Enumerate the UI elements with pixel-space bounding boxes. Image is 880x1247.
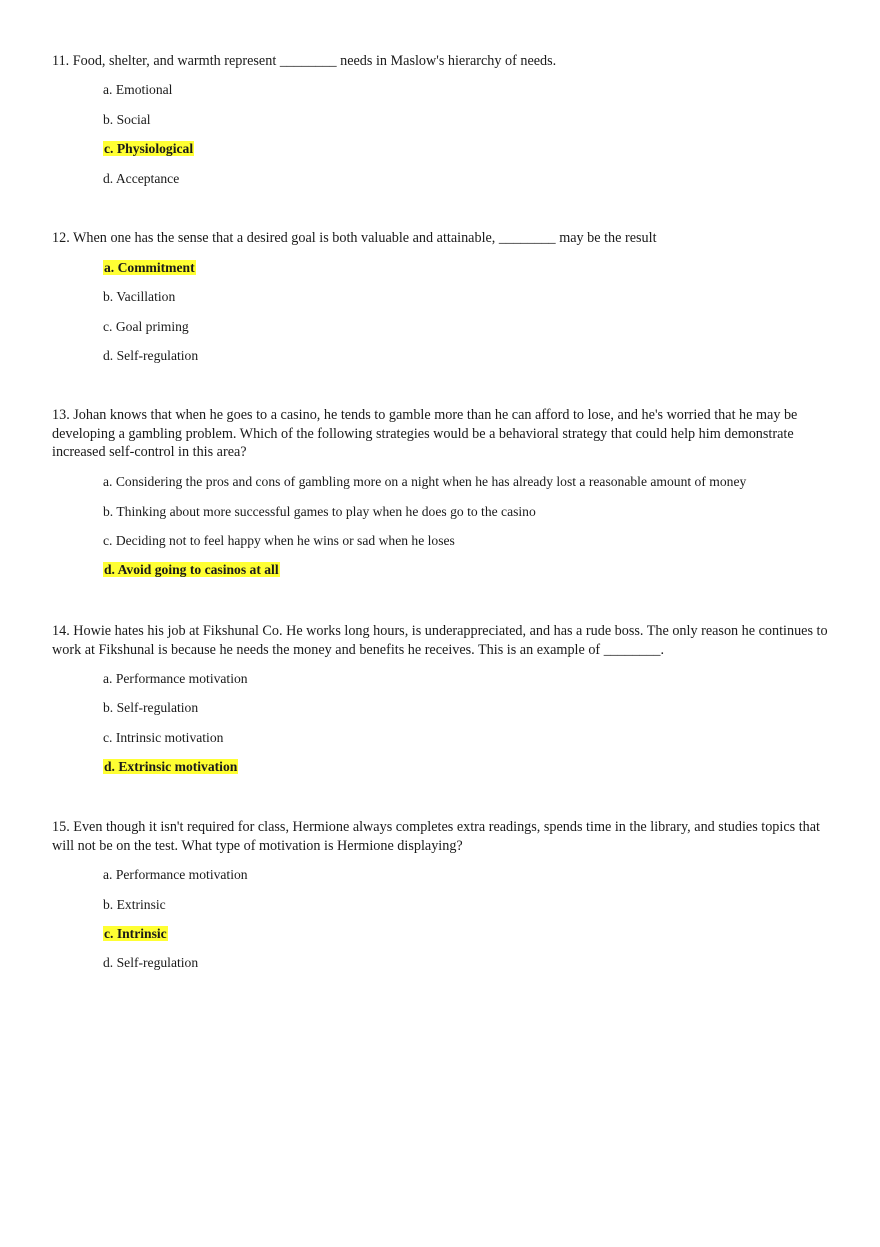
question-13: [52, 406, 832, 577]
option-a: a. Performance motivation: [103, 867, 248, 882]
option-a: a. Performance motivation: [103, 671, 248, 686]
question-text: 13. Johan knows that when he goes to a casino, he tends to gamble more than he can afford to lose, and he's worried that he may be developing a gambling problem. Which of the following strategies would be a behavioral strategy that could help him demonstrate increased self-control in this area?: [52, 407, 798, 460]
option-b: b. Vacillation: [103, 289, 176, 304]
question-14: [52, 622, 832, 774]
option-c: c. Intrinsic motivation: [103, 730, 224, 745]
question-text: 14. Howie hates his job at Fikshunal Co. He works long hours, is underappreciated, and has a rude boss. The only reason he continues to work at Fikshunal is because he needs the money and benefits he receives. This is an example of ________.: [52, 623, 828, 658]
option-d: d. Acceptance: [103, 171, 180, 186]
answer-highlight: c. Physiological: [104, 141, 194, 156]
question-11: [52, 52, 832, 186]
option-d: d. Self-regulation: [103, 348, 199, 363]
option-b: b. Extrinsic: [103, 897, 166, 912]
option-d-correct: [103, 561, 280, 579]
option-b: b. Thinking about more successful games to play when he does go to the casino: [103, 504, 536, 519]
answer-highlight: d. Extrinsic motivation: [104, 759, 238, 774]
option-a: a. Considering the pros and cons of gambling more on a night when he has already lost a reasonable amount of money: [103, 474, 747, 489]
question-12: [52, 229, 832, 363]
option-d-correct: [103, 758, 238, 776]
option-c-correct: [103, 925, 168, 943]
option-c-correct: [103, 140, 194, 158]
option-c: c. Deciding not to feel happy when he wins or sad when he loses: [103, 533, 455, 548]
option-a-correct: [103, 259, 196, 277]
option-b: b. Self-regulation: [103, 700, 199, 715]
option-c: c. Goal priming: [103, 319, 189, 334]
option-d: d. Self-regulation: [103, 955, 199, 970]
answer-highlight: c. Intrinsic: [104, 926, 167, 941]
answer-highlight: d. Avoid going to casinos at all: [104, 562, 279, 577]
option-b: b. Social: [103, 112, 151, 127]
question-15: [52, 818, 832, 970]
answer-highlight: a. Commitment: [104, 260, 195, 275]
question-text: 12. When one has the sense that a desired goal is both valuable and attainable, ________ may be the result: [52, 230, 657, 246]
question-text: 15. Even though it isn't required for class, Hermione always completes extra readings, spends time in the library, and studies topics that will not be on the test. What type of motivation is Hermione displaying?: [52, 819, 820, 854]
option-a: a. Emotional: [103, 82, 173, 97]
question-text: 11. Food, shelter, and warmth represent ________ needs in Maslow's hierarchy of needs.: [52, 53, 557, 69]
